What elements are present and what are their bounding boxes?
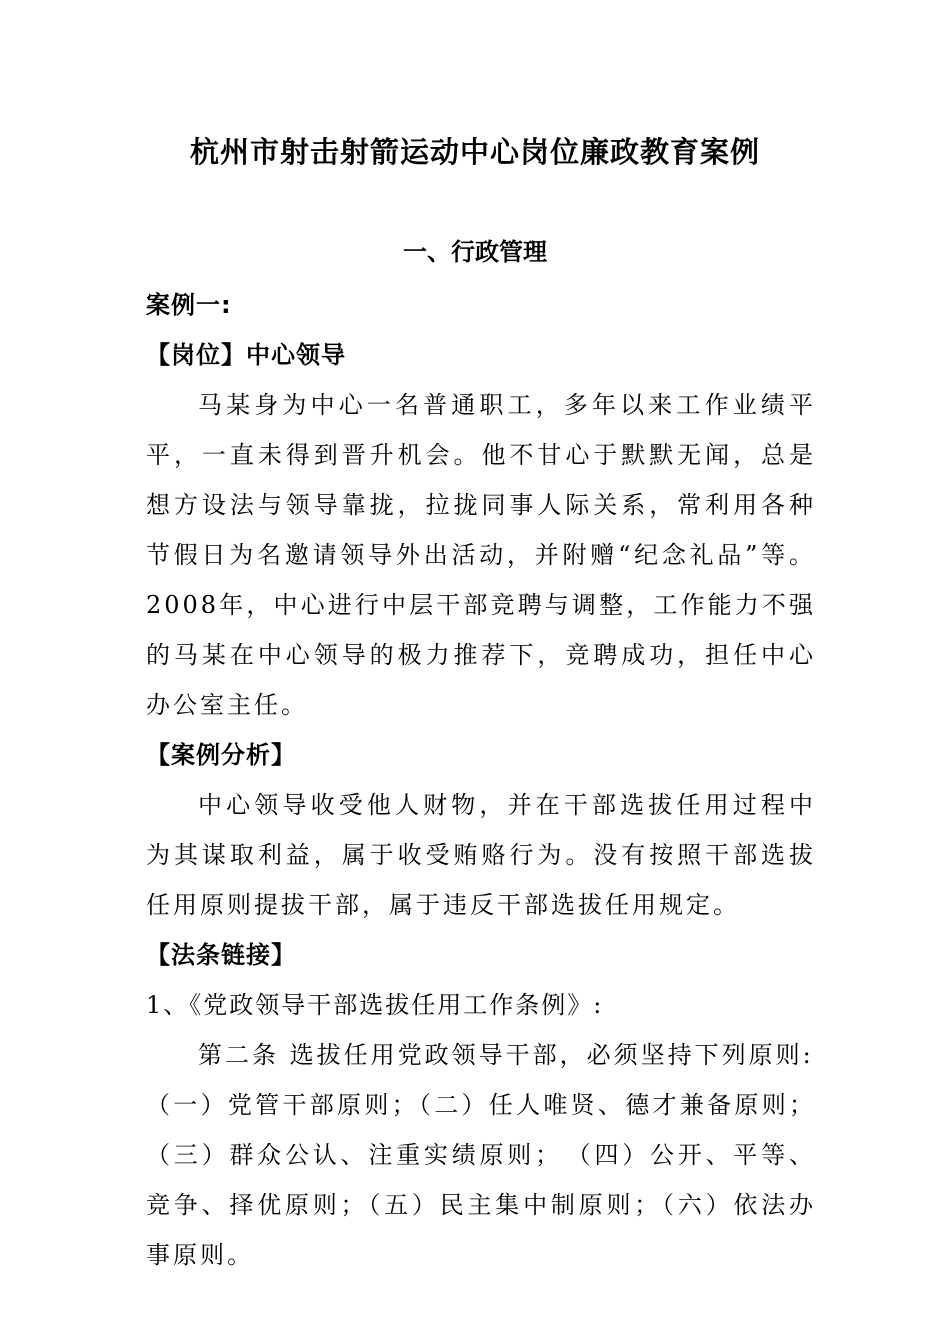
law-heading: 【法条链接】 <box>146 941 296 969</box>
analysis-heading: 【案例分析】 <box>146 741 296 769</box>
law-principles: （一）党管干部原则；（二）任人唯贤、德才兼备原则；（三）群众公认、注重实绩原则； （四）公开、平等、竞争、择优原则；（五）民主集中制原则；（六）依法办事原则。 <box>146 1091 816 1269</box>
case-paragraph: 马某身为中心一名普通职工，多年以来工作业绩平平，一直未得到晋升机会。他不甘心于默默无闻，总是想方设法与领导靠拢，拉拢同事人际关系，常利用各种节假日为名邀请领导外出活动，并附赠“纪念礼品”等。2008年，中心进行中层干部竞聘与调整，工作能力不强的马某在中心领导的极力推荐下，竞聘成功，担任中心办公室主任。 <box>146 391 816 719</box>
section-title: 一、行政管理 <box>403 238 547 266</box>
document-title: 杭州市射击射箭运动中心岗位廉政教育案例 <box>189 135 760 169</box>
analysis-paragraph: 中心领导收受他人财物，并在干部选拔任用过程中为其谋取利益，属于收受贿赂行为。没有按照干部选拔任用原则提拔干部，属于违反干部选拔任用规定。 <box>146 791 816 919</box>
position-heading: 【岗位】中心领导 <box>146 341 346 369</box>
document-body <box>146 280 816 1280</box>
law-item-1: 1、《党政领导干部选拔任用工作条例》: <box>146 991 604 1019</box>
law-article-2: 第二条 选拔任用党政领导干部，必须坚持下列原则: <box>198 1041 814 1069</box>
case-label: 案例一: <box>146 291 232 319</box>
